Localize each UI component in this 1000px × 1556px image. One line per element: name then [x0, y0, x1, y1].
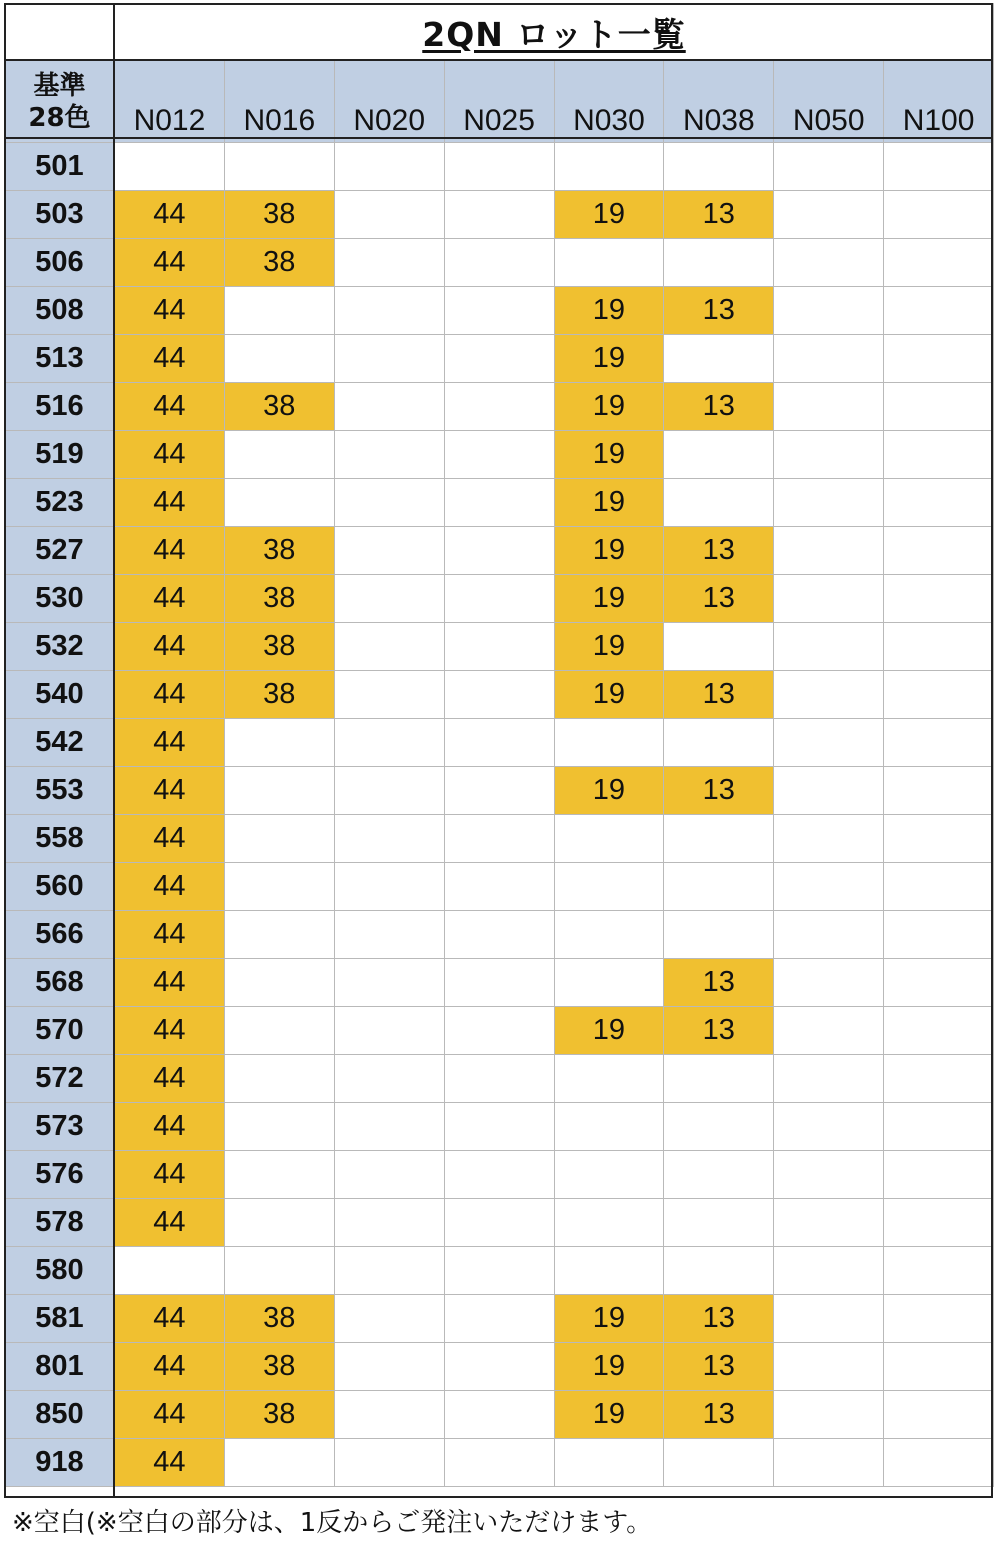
row-color-code: 540: [5, 671, 115, 719]
row-color-code: 576: [5, 1151, 115, 1199]
lot-value-cell: [444, 911, 554, 959]
row-color-code: 580: [5, 1247, 115, 1295]
lot-value-cell: [554, 863, 664, 911]
table-row: [5, 1103, 994, 1151]
lot-value-cell: [334, 383, 444, 431]
lot-value-cell: 19: [554, 1343, 664, 1391]
lot-value-cell: [554, 1055, 664, 1103]
row-color-code: 532: [5, 623, 115, 671]
lot-value-cell: 19: [554, 767, 664, 815]
lot-value-cell: [774, 719, 884, 767]
lot-value-cell: [334, 287, 444, 335]
lot-value-cell: [774, 287, 884, 335]
row-color-code: 570: [5, 1007, 115, 1055]
lot-value-cell: [224, 1247, 334, 1295]
column-header: N100: [884, 61, 994, 143]
table-row: [5, 1343, 994, 1391]
lot-value-cell: 44: [115, 1439, 225, 1487]
table-row: [5, 719, 994, 767]
table-row: [5, 911, 994, 959]
lot-value-cell: [774, 479, 884, 527]
lot-value-cell: [334, 335, 444, 383]
lot-value-cell: 13: [664, 767, 774, 815]
table-row: [5, 1247, 994, 1295]
row-color-code: 530: [5, 575, 115, 623]
lot-value-cell: [884, 911, 994, 959]
lot-value-cell: [444, 527, 554, 575]
table-row: [5, 767, 994, 815]
lot-value-cell: [334, 239, 444, 287]
lot-value-cell: [774, 767, 884, 815]
lot-value-cell: 13: [664, 1343, 774, 1391]
table-row: [5, 1439, 994, 1487]
lot-value-cell: 13: [664, 959, 774, 1007]
lot-value-cell: [334, 1391, 444, 1439]
lot-value-cell: [554, 143, 664, 191]
lot-value-cell: [224, 815, 334, 863]
lot-value-cell: [224, 719, 334, 767]
lot-value-cell: [774, 1295, 884, 1343]
lot-value-cell: [774, 671, 884, 719]
lot-value-cell: [774, 623, 884, 671]
column-header-row: [5, 61, 994, 143]
lot-value-cell: [334, 1295, 444, 1343]
lot-value-cell: [444, 287, 554, 335]
lot-value-cell: [884, 1439, 994, 1487]
lot-value-cell: 13: [664, 383, 774, 431]
lot-value-cell: [554, 911, 664, 959]
lot-value-cell: [664, 815, 774, 863]
lot-value-cell: [554, 1151, 664, 1199]
lot-value-cell: [884, 959, 994, 1007]
lot-value-cell: [224, 1103, 334, 1151]
lot-value-cell: [884, 671, 994, 719]
table-row: [5, 575, 994, 623]
corner-blank-cell: [5, 4, 115, 61]
lot-value-cell: [334, 719, 444, 767]
lot-value-cell: [334, 143, 444, 191]
lot-value-cell: 38: [224, 671, 334, 719]
table-row: [5, 287, 994, 335]
lot-value-cell: [224, 1439, 334, 1487]
lot-value-cell: [444, 143, 554, 191]
lot-value-cell: [664, 719, 774, 767]
lot-value-cell: 44: [115, 431, 225, 479]
lot-value-cell: [224, 959, 334, 1007]
row-color-code: 566: [5, 911, 115, 959]
lot-value-cell: [884, 815, 994, 863]
lot-value-cell: [884, 383, 994, 431]
column-header: N050: [774, 61, 884, 143]
lot-value-cell: 19: [554, 575, 664, 623]
lot-value-cell: 38: [224, 1343, 334, 1391]
lot-table: [4, 3, 994, 1487]
row-color-code: 573: [5, 1103, 115, 1151]
lot-value-cell: [774, 527, 884, 575]
lot-value-cell: [884, 1007, 994, 1055]
lot-value-cell: [224, 335, 334, 383]
lot-value-cell: [774, 335, 884, 383]
row-color-code: 527: [5, 527, 115, 575]
lot-value-cell: [444, 1007, 554, 1055]
table-row: [5, 335, 994, 383]
lot-value-cell: [224, 1151, 334, 1199]
lot-value-cell: [444, 1199, 554, 1247]
lot-value-cell: [334, 623, 444, 671]
lot-value-cell: [664, 1247, 774, 1295]
table-row: [5, 383, 994, 431]
lot-value-cell: [774, 575, 884, 623]
lot-value-cell: 38: [224, 1391, 334, 1439]
lot-value-cell: [444, 1391, 554, 1439]
lot-value-cell: 19: [554, 623, 664, 671]
table-row: [5, 1199, 994, 1247]
lot-value-cell: 19: [554, 1007, 664, 1055]
corner-label-line2: 28色: [28, 102, 91, 133]
lot-value-cell: 19: [554, 671, 664, 719]
lot-value-cell: 19: [554, 1391, 664, 1439]
lot-value-cell: 44: [115, 911, 225, 959]
lot-value-cell: 19: [554, 191, 664, 239]
column-header: N020: [334, 61, 444, 143]
lot-value-cell: 19: [554, 335, 664, 383]
table-row: [5, 527, 994, 575]
row-color-code: 581: [5, 1295, 115, 1343]
lot-value-cell: [664, 1055, 774, 1103]
table-row: [5, 815, 994, 863]
lot-value-cell: [224, 287, 334, 335]
lot-value-cell: [444, 1055, 554, 1103]
lot-value-cell: [554, 959, 664, 1007]
lot-value-cell: 13: [664, 1295, 774, 1343]
lot-value-cell: [444, 959, 554, 1007]
column-header: N025: [444, 61, 554, 143]
lot-value-cell: [774, 863, 884, 911]
lot-value-cell: 44: [115, 1151, 225, 1199]
lot-value-cell: 44: [115, 671, 225, 719]
table-row: [5, 479, 994, 527]
lot-value-cell: 13: [664, 575, 774, 623]
lot-value-cell: [664, 1103, 774, 1151]
row-color-code: 523: [5, 479, 115, 527]
table-row: [5, 1151, 994, 1199]
lot-value-cell: 44: [115, 767, 225, 815]
lot-value-cell: [334, 431, 444, 479]
lot-value-cell: [664, 623, 774, 671]
lot-value-cell: [884, 479, 994, 527]
lot-value-cell: 38: [224, 1295, 334, 1343]
lot-value-cell: [884, 1343, 994, 1391]
lot-value-cell: [884, 1199, 994, 1247]
lot-value-cell: [224, 479, 334, 527]
lot-value-cell: 19: [554, 383, 664, 431]
lot-value-cell: [334, 1103, 444, 1151]
lot-value-cell: 44: [115, 623, 225, 671]
lot-value-cell: [334, 1151, 444, 1199]
table-title: 2QN ロット一覧: [115, 4, 994, 61]
lot-value-cell: 38: [224, 383, 334, 431]
lot-value-cell: 44: [115, 527, 225, 575]
lot-value-cell: [444, 1247, 554, 1295]
lot-value-cell: 44: [115, 1199, 225, 1247]
lot-value-cell: [444, 431, 554, 479]
row-color-code: 503: [5, 191, 115, 239]
row-color-code: 801: [5, 1343, 115, 1391]
lot-value-cell: [444, 575, 554, 623]
lot-value-cell: [664, 239, 774, 287]
lot-value-cell: 44: [115, 1055, 225, 1103]
lot-value-cell: 44: [115, 383, 225, 431]
lot-value-cell: [444, 671, 554, 719]
column-header: N030: [554, 61, 664, 143]
lot-value-cell: [884, 623, 994, 671]
lot-value-cell: 38: [224, 527, 334, 575]
row-color-code: 572: [5, 1055, 115, 1103]
lot-value-cell: [664, 431, 774, 479]
lot-value-cell: [334, 863, 444, 911]
lot-value-cell: [884, 1103, 994, 1151]
table-row: [5, 863, 994, 911]
lot-value-cell: 44: [115, 1103, 225, 1151]
lot-value-cell: [774, 239, 884, 287]
lot-value-cell: 44: [115, 1391, 225, 1439]
lot-value-cell: [884, 1295, 994, 1343]
lot-value-cell: [334, 767, 444, 815]
lot-value-cell: [884, 335, 994, 383]
lot-value-cell: [884, 575, 994, 623]
lot-value-cell: [224, 1055, 334, 1103]
lot-value-cell: [884, 1151, 994, 1199]
lot-value-cell: [334, 479, 444, 527]
lot-value-cell: 44: [115, 815, 225, 863]
column-header: N016: [224, 61, 334, 143]
lot-value-cell: 44: [115, 1007, 225, 1055]
lot-value-cell: [554, 719, 664, 767]
lot-value-cell: [774, 191, 884, 239]
lot-value-cell: [444, 1103, 554, 1151]
table-body: [5, 143, 994, 1487]
lot-value-cell: 44: [115, 287, 225, 335]
column-header: N012: [115, 61, 225, 143]
row-color-code: 542: [5, 719, 115, 767]
lot-value-cell: 44: [115, 863, 225, 911]
lot-value-cell: [444, 239, 554, 287]
lot-value-cell: [334, 575, 444, 623]
lot-value-cell: [884, 863, 994, 911]
lot-value-cell: [774, 383, 884, 431]
lot-value-cell: 19: [554, 287, 664, 335]
lot-value-cell: [774, 143, 884, 191]
lot-value-cell: [554, 1439, 664, 1487]
lot-value-cell: [444, 767, 554, 815]
lot-value-cell: 13: [664, 191, 774, 239]
lot-value-cell: [224, 143, 334, 191]
lot-value-cell: [884, 143, 994, 191]
lot-value-cell: 19: [554, 527, 664, 575]
lot-value-cell: [554, 815, 664, 863]
lot-value-cell: 44: [115, 335, 225, 383]
lot-value-cell: [774, 959, 884, 1007]
lot-value-cell: [884, 767, 994, 815]
table-row: [5, 959, 994, 1007]
lot-value-cell: 44: [115, 191, 225, 239]
lot-value-cell: [334, 1055, 444, 1103]
lot-value-cell: [774, 1343, 884, 1391]
lot-value-cell: [554, 239, 664, 287]
row-color-code: 506: [5, 239, 115, 287]
lot-value-cell: [554, 1247, 664, 1295]
lot-value-cell: [554, 1103, 664, 1151]
lot-value-cell: [444, 815, 554, 863]
lot-value-cell: [774, 1007, 884, 1055]
lot-value-cell: [444, 479, 554, 527]
lot-value-cell: [334, 527, 444, 575]
lot-value-cell: [664, 479, 774, 527]
lot-value-cell: [334, 1439, 444, 1487]
lot-value-cell: [664, 335, 774, 383]
lot-value-cell: [774, 1151, 884, 1199]
lot-value-cell: [444, 863, 554, 911]
row-color-code: 558: [5, 815, 115, 863]
lot-value-cell: [884, 287, 994, 335]
title-row: [5, 4, 994, 61]
lot-value-cell: 13: [664, 287, 774, 335]
lot-value-cell: [334, 1199, 444, 1247]
lot-value-cell: 44: [115, 239, 225, 287]
lot-value-cell: [884, 719, 994, 767]
table-row: [5, 623, 994, 671]
lot-value-cell: [664, 143, 774, 191]
lot-value-cell: 38: [224, 575, 334, 623]
lot-value-cell: [444, 719, 554, 767]
lot-value-cell: [444, 1343, 554, 1391]
lot-value-cell: [884, 1391, 994, 1439]
lot-value-cell: [444, 1151, 554, 1199]
lot-value-cell: [444, 335, 554, 383]
lot-value-cell: [554, 1199, 664, 1247]
lot-value-cell: [334, 1247, 444, 1295]
table-row: [5, 191, 994, 239]
lot-value-cell: 38: [224, 191, 334, 239]
row-color-code: 560: [5, 863, 115, 911]
row-color-code: 508: [5, 287, 115, 335]
row-color-code: 501: [5, 143, 115, 191]
row-color-code: 918: [5, 1439, 115, 1487]
table-row: [5, 239, 994, 287]
table-row: [5, 1007, 994, 1055]
lot-value-cell: [884, 191, 994, 239]
lot-value-cell: [334, 911, 444, 959]
lot-value-cell: [115, 1247, 225, 1295]
corner-label-line1: 基準: [33, 70, 86, 101]
lot-value-cell: [334, 671, 444, 719]
row-color-code: 568: [5, 959, 115, 1007]
lot-value-cell: 19: [554, 479, 664, 527]
lot-value-cell: [664, 1151, 774, 1199]
lot-value-cell: 44: [115, 1295, 225, 1343]
lot-value-cell: [224, 863, 334, 911]
lot-value-cell: 44: [115, 575, 225, 623]
table-row: [5, 431, 994, 479]
lot-value-cell: [334, 815, 444, 863]
lot-value-cell: [334, 1343, 444, 1391]
lot-value-cell: 13: [664, 527, 774, 575]
table-row: [5, 671, 994, 719]
lot-value-cell: [774, 1199, 884, 1247]
lot-value-cell: 38: [224, 239, 334, 287]
lot-value-cell: [774, 815, 884, 863]
lot-value-cell: 44: [115, 959, 225, 1007]
row-color-code: 513: [5, 335, 115, 383]
lot-value-cell: [774, 1391, 884, 1439]
lot-value-cell: [774, 911, 884, 959]
table-row: [5, 1391, 994, 1439]
row-color-code: 578: [5, 1199, 115, 1247]
lot-value-cell: 44: [115, 719, 225, 767]
lot-value-cell: [884, 239, 994, 287]
lot-value-cell: 38: [224, 623, 334, 671]
table-row: [5, 1055, 994, 1103]
lot-value-cell: [115, 143, 225, 191]
lot-value-cell: [444, 623, 554, 671]
lot-value-cell: [664, 1439, 774, 1487]
row-color-code: 850: [5, 1391, 115, 1439]
row-color-code: 516: [5, 383, 115, 431]
lot-value-cell: [774, 1247, 884, 1295]
lot-value-cell: [884, 1055, 994, 1103]
lot-value-cell: [334, 1007, 444, 1055]
lot-value-cell: [774, 1055, 884, 1103]
lot-value-cell: [664, 863, 774, 911]
lot-value-cell: 13: [664, 1007, 774, 1055]
table-row: [5, 143, 994, 191]
lot-value-cell: [224, 767, 334, 815]
lot-value-cell: [444, 383, 554, 431]
lot-value-cell: [884, 527, 994, 575]
lot-value-cell: 13: [664, 1391, 774, 1439]
lot-value-cell: 19: [554, 1295, 664, 1343]
column-header: N038: [664, 61, 774, 143]
lot-value-cell: 44: [115, 479, 225, 527]
lot-value-cell: [774, 1103, 884, 1151]
lot-value-cell: [884, 1247, 994, 1295]
lot-value-cell: [224, 1199, 334, 1247]
lot-value-cell: [224, 911, 334, 959]
lot-value-cell: 44: [115, 1343, 225, 1391]
lot-value-cell: [444, 1439, 554, 1487]
lot-value-cell: [774, 431, 884, 479]
lot-value-cell: [664, 911, 774, 959]
row-color-code: 519: [5, 431, 115, 479]
row-color-code: 553: [5, 767, 115, 815]
table-row: [5, 1295, 994, 1343]
lot-value-cell: [444, 1295, 554, 1343]
lot-value-cell: 13: [664, 671, 774, 719]
lot-value-cell: [664, 1199, 774, 1247]
corner-label: [5, 61, 115, 143]
lot-value-cell: [334, 191, 444, 239]
lot-value-cell: [334, 959, 444, 1007]
lot-value-cell: [224, 1007, 334, 1055]
lot-value-cell: [774, 1439, 884, 1487]
lot-value-cell: [444, 191, 554, 239]
lot-value-cell: 19: [554, 431, 664, 479]
lot-value-cell: [224, 431, 334, 479]
lot-value-cell: [884, 431, 994, 479]
footnote: ※空白(※空白の部分は、1反からご発注いただけます。: [12, 1508, 653, 1538]
